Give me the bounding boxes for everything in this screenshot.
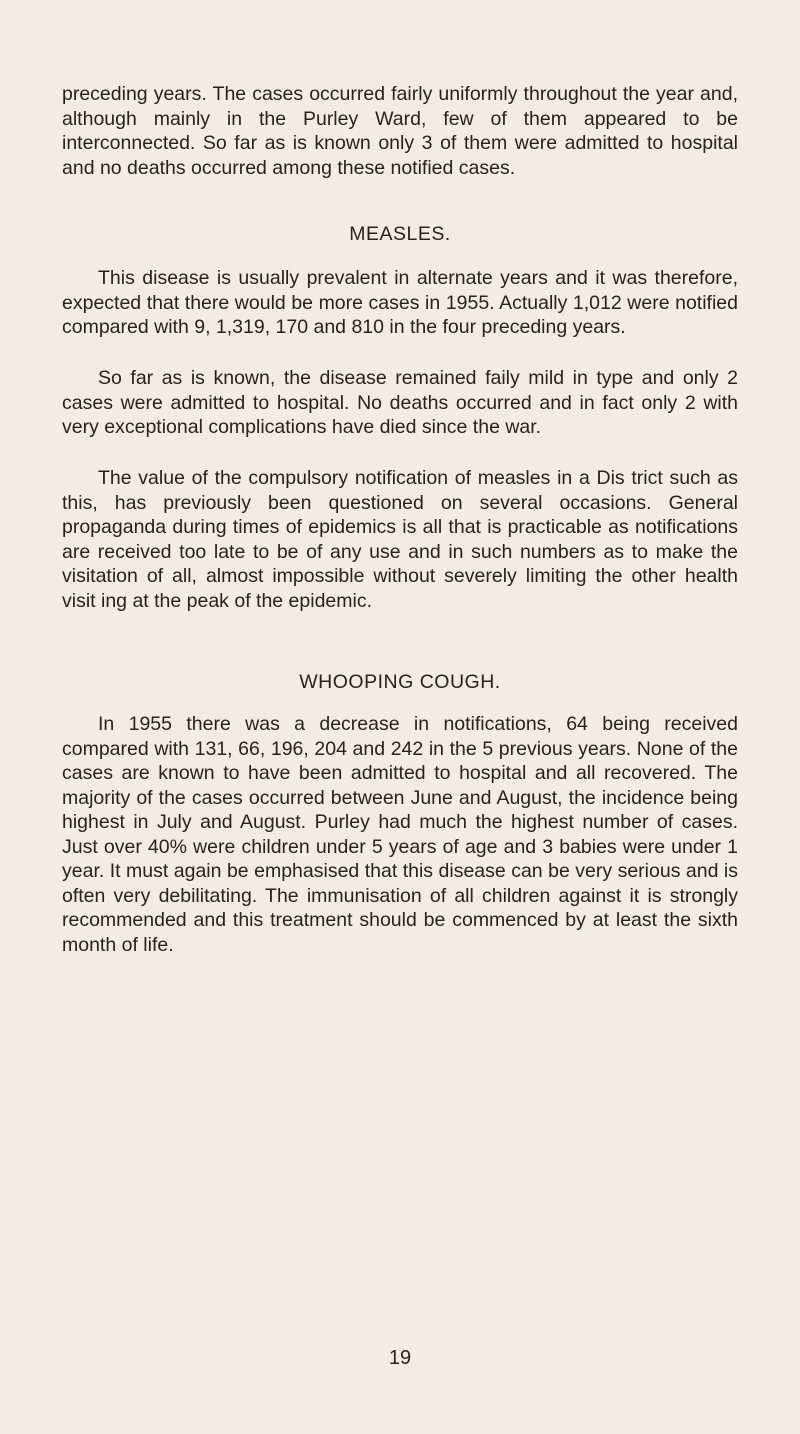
measles-heading: MEASLES.: [349, 223, 451, 245]
measles-paragraph-3: The value of the compulsory notification of measles in a Dis trict such as this, has previously been questioned on several occasions. General propaganda during times of epidemics is all that is practicable as notifications are received too late to be of any use and in such numbers as to make the visitation of all, almost impossible without severely limiting the other health visit ing at the peak of the epidemic.: [62, 467, 738, 612]
intro-paragraph: preceding years. The cases occurred fairly uniformly throughout the year and, although mainly in the Purley Ward, few of them appeared to be interconnected. So far as is known only 3 of them were admitted to hospital and no deaths occurred among these notified cases.: [62, 83, 738, 179]
whooping-cough-heading: WHOOPING COUGH.: [299, 671, 501, 693]
measles-paragraph-1: This disease is usually prevalent in alternate years and it was therefore, expected that there would be more cases in 1955. Actually 1,012 were notified compared with 9, 1,319, 170 and 810 in the four preceding years.: [62, 267, 738, 338]
measles-paragraph-2: So far as is known, the disease remained faily mild in type and only 2 cases were admitted to hospital. No deaths occurred and in fact only 2 with very exceptional complications have died since the war.: [62, 367, 738, 438]
whooping-cough-paragraph: In 1955 there was a decrease in notifications, 64 being received compared with 131, 66, 196, 204 and 242 in the 5 previous years. None of the cases are known to have been admitted to hospital and all recovered. The majority of the cases occurred between June and August, the incidence being highest in July and August. Purley had much the highest number of cases. Just over 40% were children under 5 years of age and 3 babies were under 1 year. It must again be emphasised that this disease can be very serious and is often very debilitating. The immunisation of all children against it is strongly recommended and this treatment should be commenced by at least the sixth month of life.: [62, 713, 738, 956]
page-number: 19: [388, 1347, 412, 1369]
